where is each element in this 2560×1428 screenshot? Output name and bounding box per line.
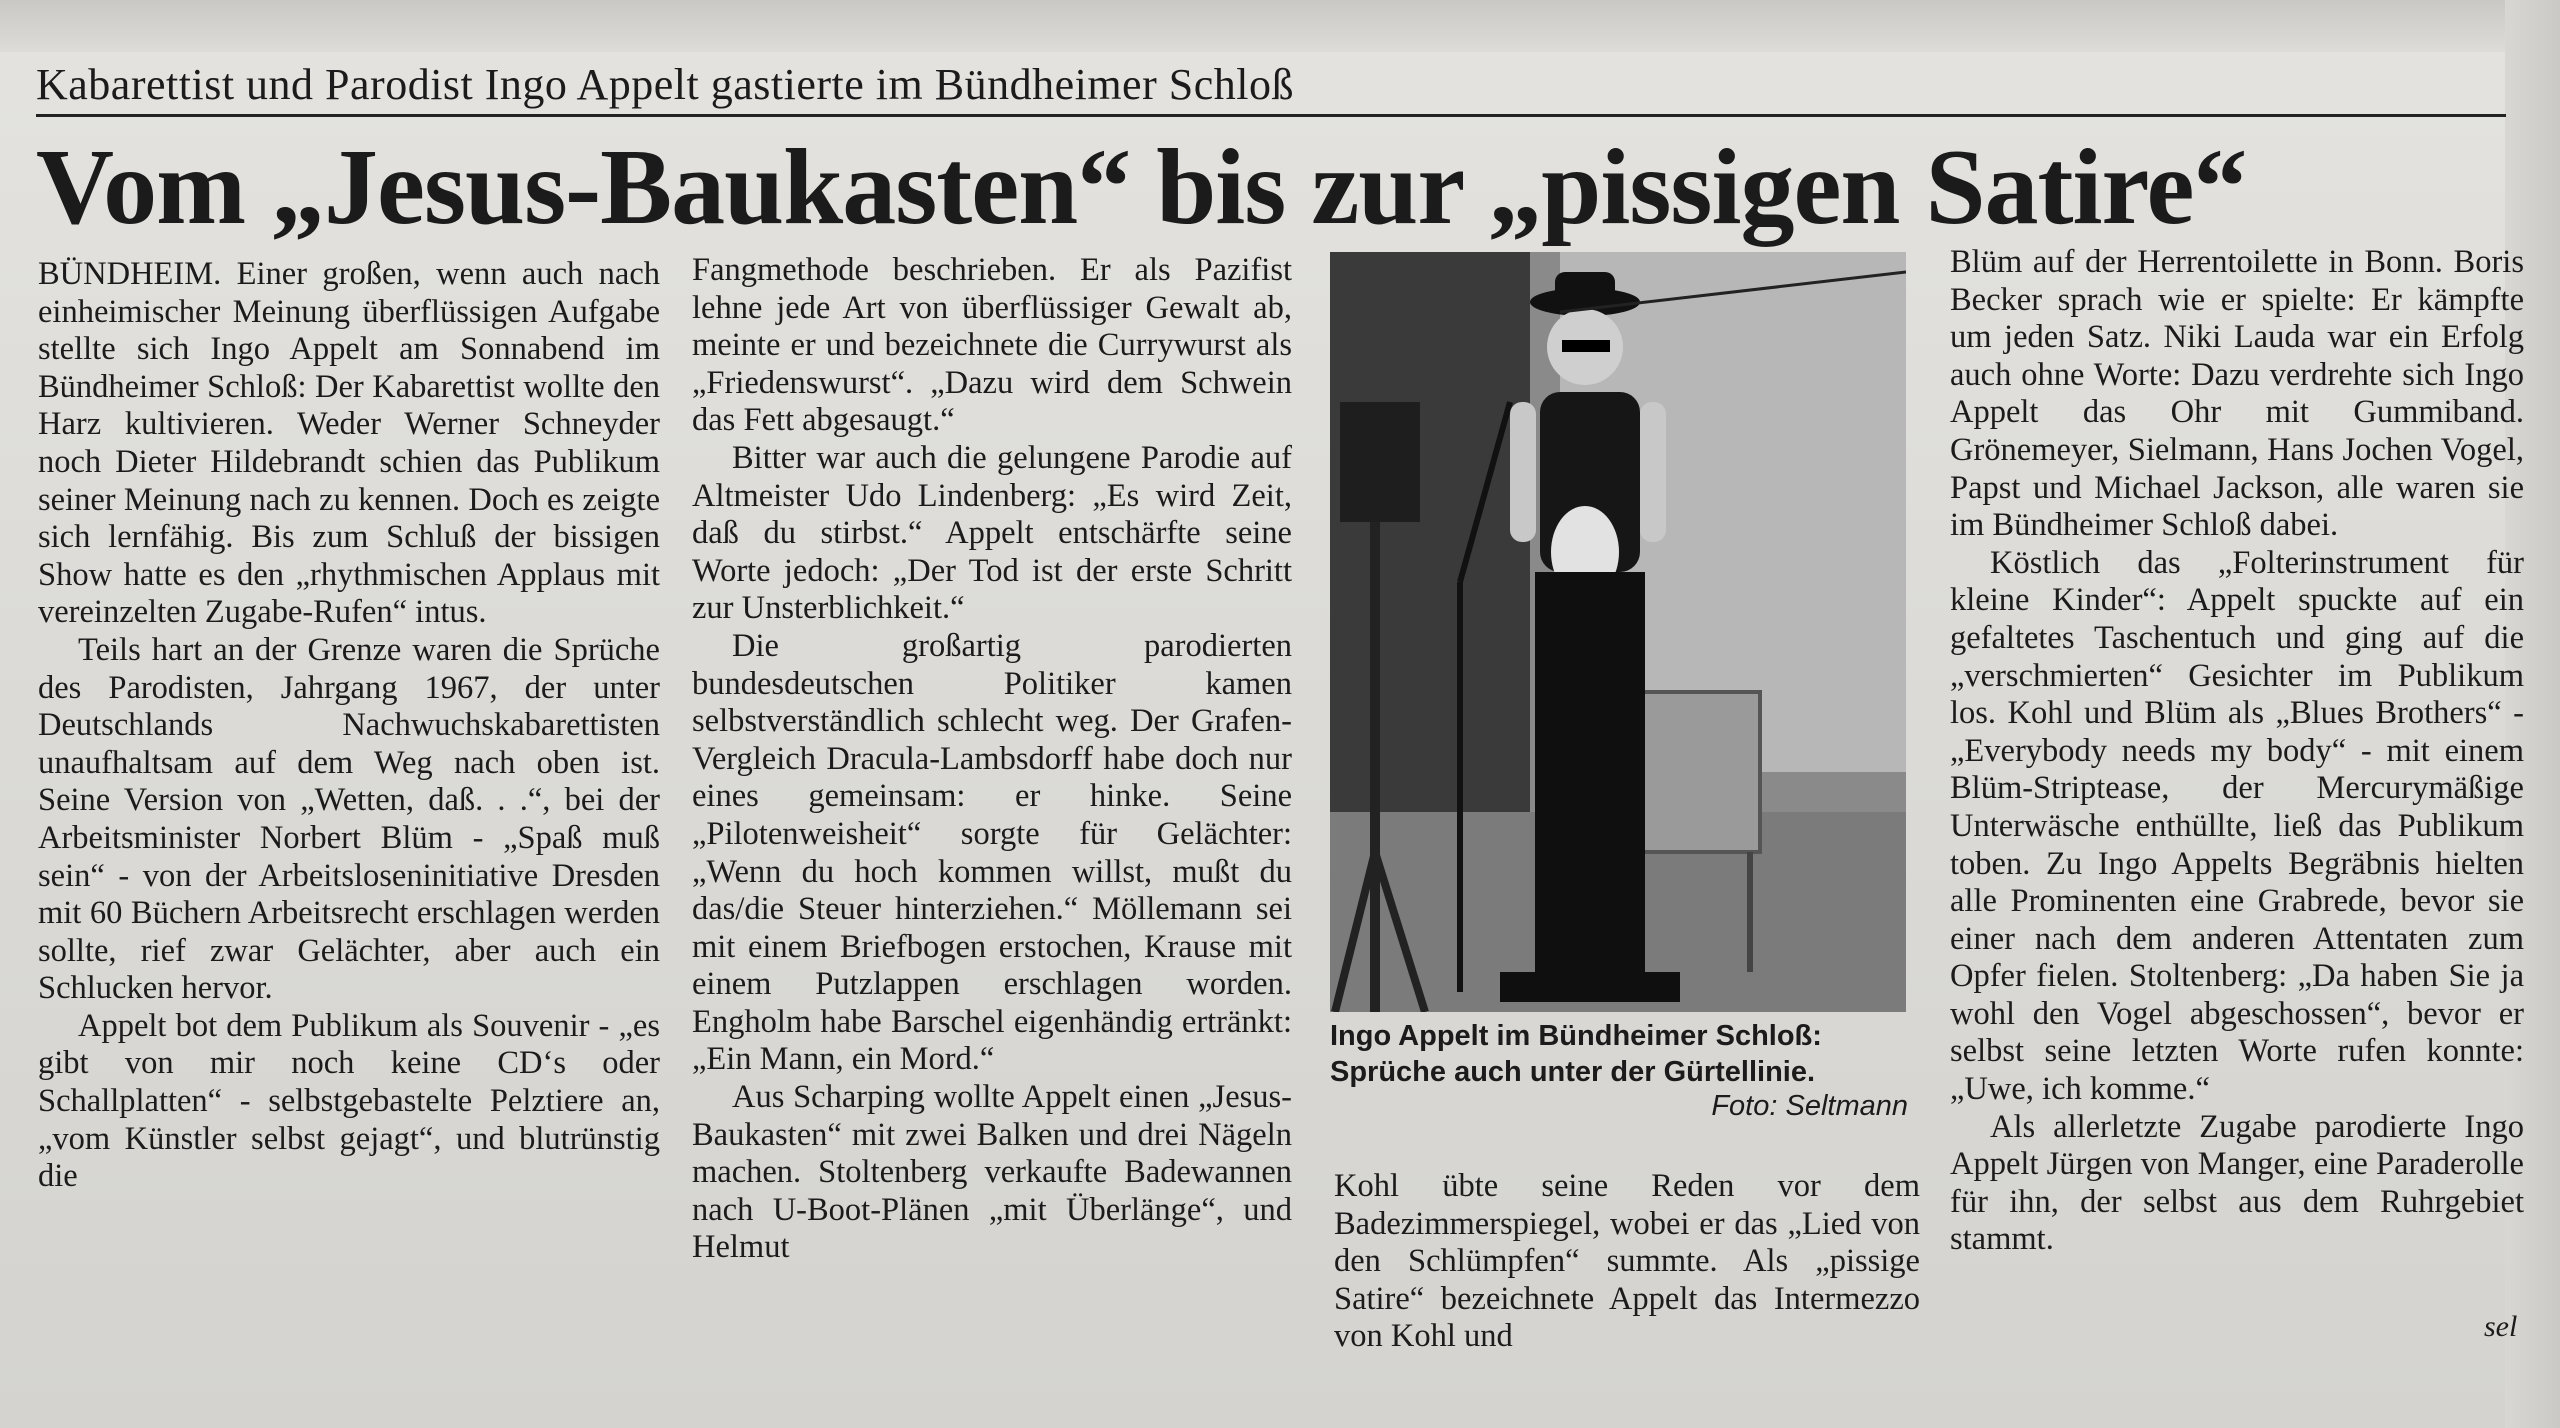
photo-credit: Foto: Seltmann	[1711, 1090, 1908, 1122]
text-column-4	[1950, 244, 2524, 1259]
paragraph: Die großartig parodierten bundesdeutschen Politiker kamen selbstverständlich schlecht weg. Der Grafen-Vergleich Dracula-Lambsdorff habe doch nur eines gemeinsam: er hinke. Seine „Pilotenweisheit“ sorgte für Gelächter: „Wenn du hoch kommen willst, mußt du das/die Steuer hinterziehen.“ Möllemann sei mit einem Briefbogen erstochen, Krause mit einem Putzlappen erschlagen worden. Engholm habe Barschel eigenhändig ertränkt: „Ein Mann, ein Mord.“	[692, 627, 1292, 1078]
paragraph: Als allerletzte Zugabe parodierte Ingo Appelt Jürgen von Manger, eine Paraderolle für ihn, der selbst aus dem Ruhrgebiet stammt.	[1950, 1108, 2524, 1258]
paragraph: Fangmethode beschrieben. Er als Pazifist lehne jede Art von überflüssiger Gewalt ab, meinte er und bezeichnete die Currywurst als „Friedenswurst“. „Dazu wird dem Schwein das Fett abgesaugt.“	[692, 252, 1292, 439]
paragraph: BÜNDHEIM. Einer großen, wenn auch nach einheimischer Meinung überflüssigen Aufgabe stellte sich Ingo Appelt am Sonnabend im Bündheimer Schloß: Der Kabarettist wollte den Harz kultivieren. Weder Werner Schneyder noch Dieter Hildebrandt schien das Publikum seiner Meinung nach zu kennen. Doch es zeigte sich lernfähig. Bis zum Schluß der bissigen Show hatte es den „rhythmischen Applaus mit vereinzelten Zugabe-Rufen“ intus.	[38, 256, 660, 631]
author-signature: sel	[2484, 1310, 2518, 1343]
paragraph: Aus Scharping wollte Appelt einen „Jesus-Baukasten“ mit zwei Balken und drei Nägeln machen. Stoltenberg verkaufte Badewannen nach U-Boot-Plänen „mit Überlänge“, und Helmut	[692, 1079, 1292, 1266]
paragraph: Appelt bot dem Publikum als Souvenir - „es gibt von mir noch keine CD‘s oder Schallplatten“ - selbstgebastelte Pelztiere an, „vom Künstler selbst gejagt“, und blutrünstig die	[38, 1007, 660, 1195]
page-top-edge	[0, 0, 2560, 52]
paragraph: Kohl übte seine Reden vor dem Badezimmerspiegel, wobei er das „Lied von den Schlümpfen“ summte. Als „pissige Satire“ bezeichnete Appelt das Intermezzo von Kohl und	[1334, 1168, 1920, 1355]
article-headline: Vom „Jesus-Baukasten“ bis zur „pissigen Satire“	[36, 128, 2247, 247]
text-column-1	[38, 256, 660, 1196]
performer-photo	[1330, 252, 1906, 1012]
article-kicker: Kabarettist und Parodist Ingo Appelt gastierte im Bündheimer Schloß	[36, 58, 2506, 117]
text-column-2	[692, 252, 1292, 1267]
text-column-3	[1334, 1168, 1920, 1356]
paragraph: Köstlich das „Folterinstrument für kleine Kinder“: Appelt spuckte auf ein gefaltetes Taschentuch und ging auf die „verschmierten“ Gesichter im Publikum los. Kohl und Blüm als „Blues Brothers“ - „Everybody needs my body“ - mit einem Blüm-Striptease, der Mercurymäßige Unterwäsche enthüllte, ließ das Publikum toben. Zu Ingo Appelts Begräbnis hielten alle Prominenten eine Grabrede, bevor sie einer nach dem anderen Attentaten zum Opfer fielen. Stoltenberg: „Da haben Sie ja wohl den Vogel abgeschossen“, bevor er selbst seine letzten Worte rufen konnte: „Uwe, ich komme.“	[1950, 544, 2524, 1108]
paragraph: Teils hart an der Grenze waren die Sprüche des Parodisten, Jahrgang 1967, der unter Deutschlands Nachwuchskabarettisten unaufhaltsam auf dem Weg nach oben ist. Seine Version von „Wetten, daß. . .“, bei der Arbeitsminister Norbert Blüm - „Spaß muß sein“ - von der Arbeitsloseninitiative Dresden mit 60 Büchern Arbeitsrecht erschlagen werden sollte, rief zwar Gelächter, aber auch ein Schlucken hervor.	[38, 631, 660, 1007]
paragraph: Blüm auf der Herrentoilette in Bonn. Boris Becker sprach wie er spielte: Er kämpfte um jeden Satz. Niki Lauda war ein Erfolg auch ohne Worte: Dazu verdrehte sich Ingo Appelt das Ohr mit Gummiband. Grönemeyer, Sielmann, Hans Jochen Vogel, Papst und Michael Jackson, alle waren sie im Bündheimer Schloß dabei.	[1950, 244, 2524, 544]
paragraph: Bitter war auch die gelungene Parodie auf Altmeister Udo Lindenberg: „Es wird Zeit, daß du stirbst.“ Appelt entschärfte seine Worte jedoch: „Der Tod ist der erste Schritt zur Unsterblichkeit.“	[692, 439, 1292, 627]
photo-caption: Ingo Appelt im Bündheimer Schloß: Sprüche auch unter der Gürtellinie.	[1330, 1020, 1822, 1088]
